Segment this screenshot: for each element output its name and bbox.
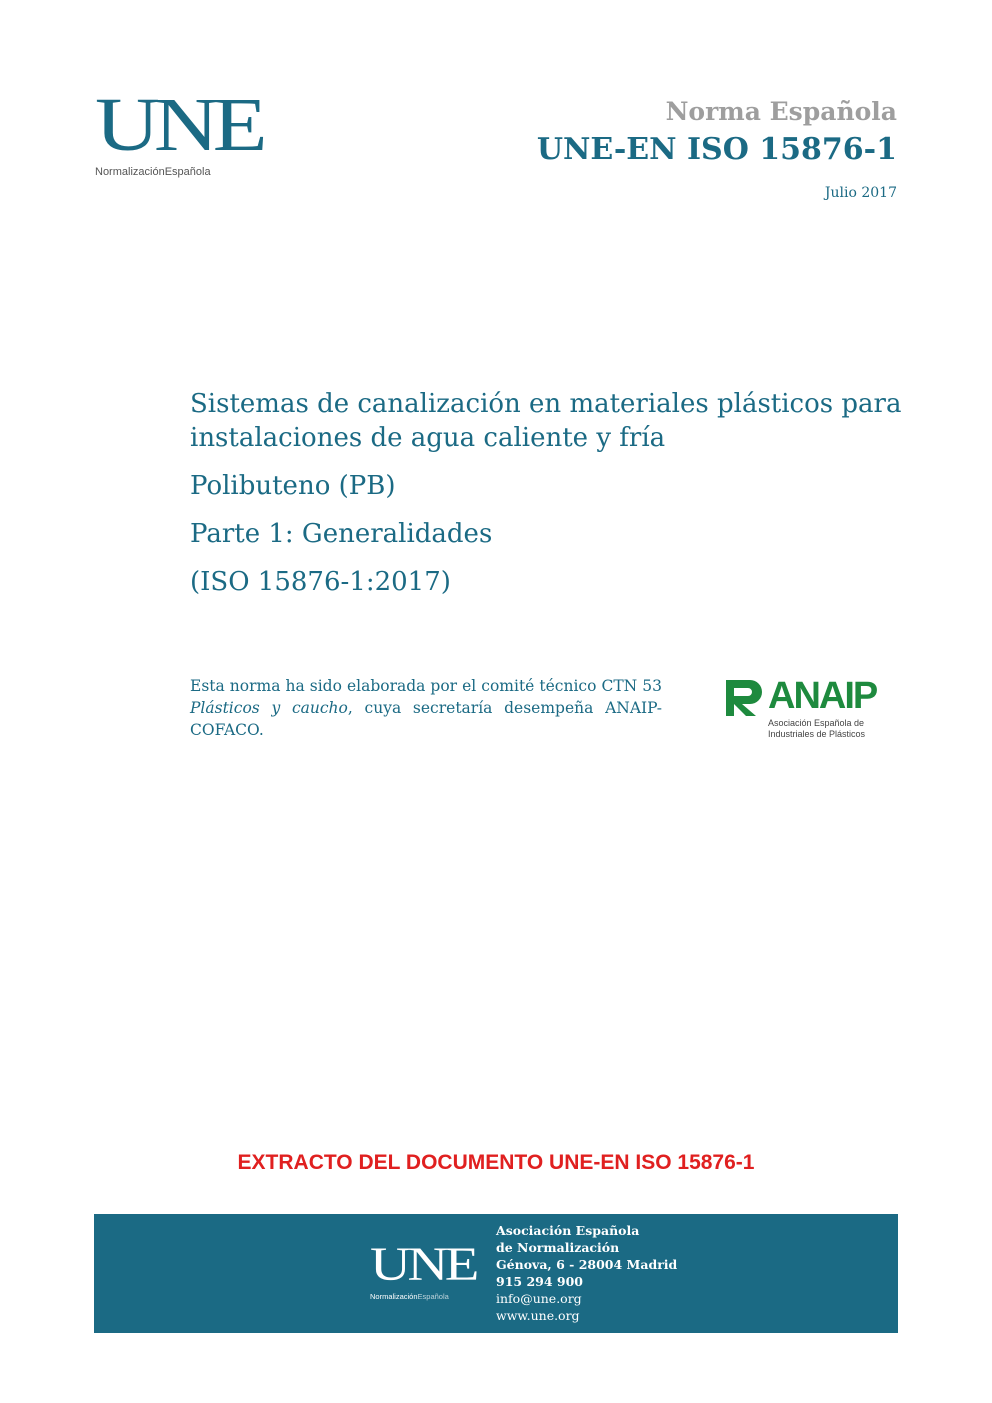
- footer-address-block: [496, 1222, 677, 1324]
- une-logo-sub-b: Española: [164, 166, 211, 178]
- footer-une-logo-subtitle: [370, 1292, 470, 1301]
- anaip-tagline: [768, 718, 865, 740]
- footer-web-link[interactable]: www.une.org: [496, 1308, 580, 1323]
- committee-text-after: , cuya secretaría desempeña ANAIP-COFACO.: [190, 699, 662, 739]
- committee-name: Plásticos y caucho: [190, 699, 348, 717]
- committee-text-before: Esta norma ha sido elaborada por el comité técnico CTN 53: [190, 677, 662, 695]
- anaip-tagline-line-2: Industriales de Plásticos: [768, 729, 866, 739]
- standard-kicker: Norma Española: [665, 97, 897, 126]
- anaip-tagline-line-1: Asociación Española de: [768, 718, 865, 728]
- footer-bar: [94, 1214, 898, 1333]
- footer-logo-sub-a: Normalización: [370, 1292, 418, 1301]
- extract-notice: EXTRACTO DEL DOCUMENTO UNE-EN ISO 15876-1: [237, 1151, 755, 1174]
- standard-date: Julio 2017: [824, 185, 897, 201]
- iso-reference: (ISO 15876-1:2017): [190, 567, 451, 597]
- une-logo-letters: UNE: [95, 83, 262, 167]
- footer-org-line-1: Asociación Española: [496, 1223, 640, 1238]
- footer-logo-sub-b: Española: [417, 1292, 449, 1301]
- part-subtitle: Parte 1: Generalidades: [190, 519, 493, 549]
- anaip-logo: [722, 675, 877, 747]
- footer-phone: 915 294 900: [496, 1274, 583, 1289]
- footer-address: Génova, 6 - 28004 Madrid: [496, 1257, 678, 1272]
- footer-email-link[interactable]: info@une.org: [496, 1291, 582, 1306]
- une-logo-subtitle: [95, 166, 255, 178]
- committee-paragraph: [190, 675, 662, 741]
- anaip-mark-icon: [722, 678, 766, 718]
- document-title: [190, 387, 910, 455]
- document-title-line-2: instalaciones de agua caliente y fría: [190, 423, 666, 453]
- title-block: [190, 387, 910, 599]
- material-subtitle: Polibuteno (PB): [190, 471, 396, 501]
- footer-une-logo: [370, 1238, 476, 1312]
- une-logo: [95, 83, 262, 180]
- document-title-line-1: Sistemas de canalización en materiales plásticos para: [190, 389, 902, 419]
- anaip-wordmark: ANAIP: [768, 675, 877, 717]
- footer-org-line-2: de Normalización: [496, 1240, 620, 1255]
- standard-header: [537, 95, 897, 201]
- une-logo-sub-a: Normalización: [95, 166, 165, 178]
- footer-une-logo-letters: UNE: [370, 1238, 476, 1291]
- standard-code: UNE-EN ISO 15876-1: [536, 132, 897, 167]
